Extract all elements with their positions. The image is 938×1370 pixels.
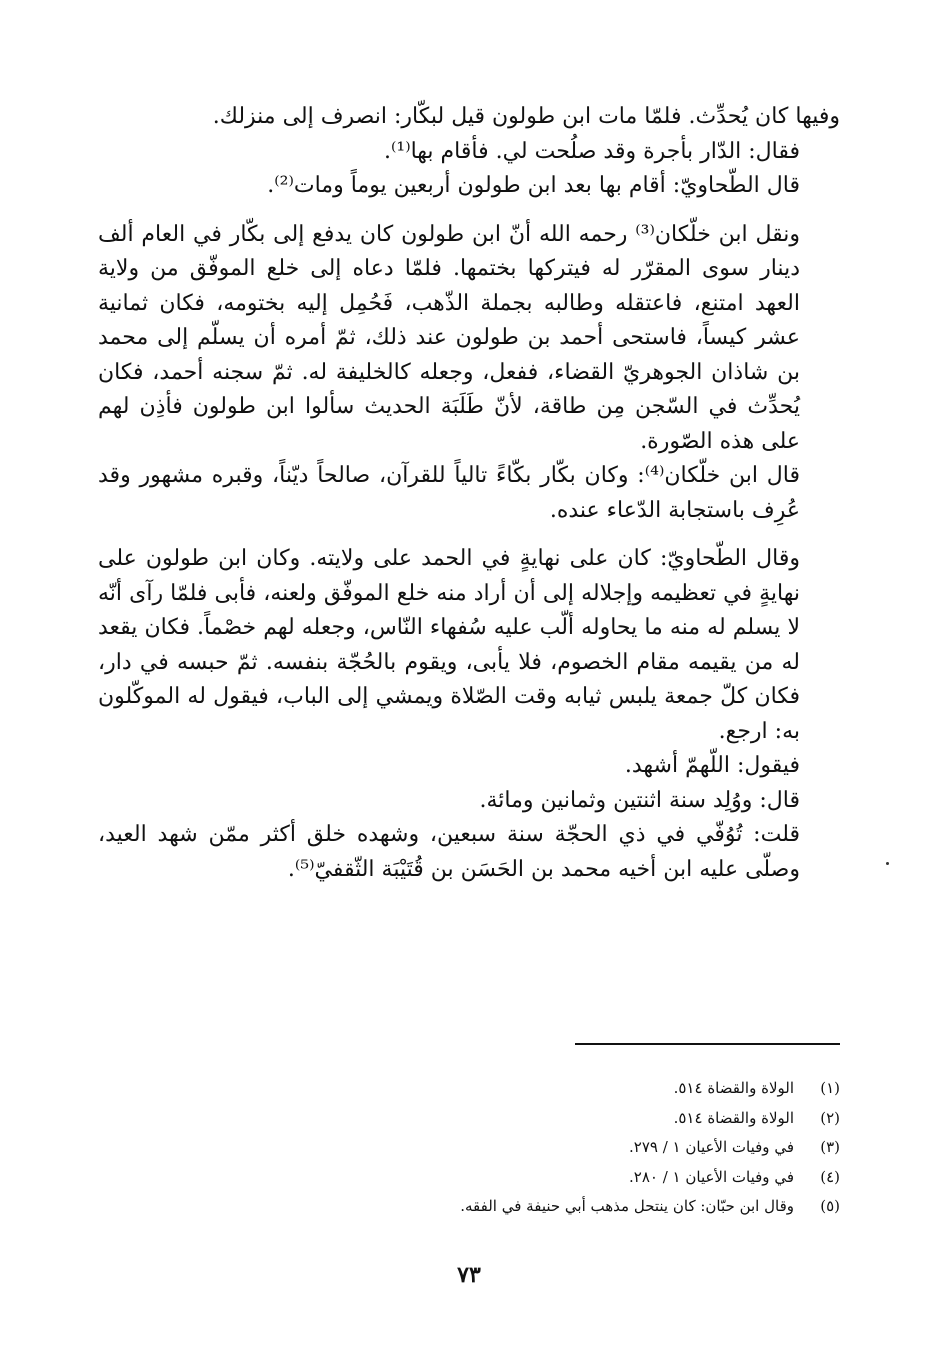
paragraph: قال ابن خلّكان⁽⁴⁾: وكان بكّار بكّاءً تالياً للقرآن، صالحاً ديّناً، وقبره مشهور وقد عُرِف باستجابة الدّعاء عنده. — [98, 463, 800, 523]
paragraph: قال الطّحاويّ: أقام بها بعد ابن طولون أربعين يوماً ومات⁽²⁾. — [267, 173, 800, 198]
footnote-number: (٥) — [820, 1197, 840, 1215]
paragraph: قلت: تُوُفّي في ذي الحجّة سنة سبعين، وشهده خلق أكثر ممّن شهد العيد، وصلّى عليه ابن أخيه محمد بن الحَسَن بن قُتَيْبَة الثّقفيّ⁽⁵⁾. — [98, 822, 800, 882]
paragraph: ونقل ابن خلّكان⁽³⁾ رحمه الله أنّ ابن طولون كان يدفع إلى بكّار في العام ألف دينار سوى المقرّر له فيتركها بختمها. فلمّا دعاه إلى خلع الموفّق من ولاية العهد امتنع، فاعتقله وطالبه بجملة الذّهب، فَحُمِل إليه بختومه، فكان ثمانية عشر كيساً، فاستحى أحمد بن طولون عند ذلك، ثمّ أمره أن يسلّم إلى محمد بن شاذان الجوهريّ القضاء، ففعل، وجعله كالخليفة له. ثمّ سجنه أحمد، فكان يُحدِّث في السّجن مِن طاقة، لأنّ طَلَبَة الحديث سألوا ابن طولون فأذِن لهم على هذه الصّورة. — [98, 221, 800, 454]
paragraph-gap — [98, 528, 840, 542]
paragraph: وقال الطّحاويّ: كان على نهايةٍ في الحمد على ولايته. وكان ابن طولون على نهايةٍ في تعظيمه وإجلاله إلى أن أراد منه خلع الموفّق ولعنه، فأبى فلمّا رآى أنّه لا يسلم له منه ما يحاوله ألّب عليه سُفهاء النّاس، وجعله لهم خصْماً. فكان يقعد له من يقيمه مقام الخصوم، فلا يأبى، ويقوم بالحُجّة بنفسه. ثمّ حبسه في دار، فكان كلّ جمعة يلبس ثيابه وقت الصّلاة ويمشي إلى الباب، فيقول له الموكّلون به: ارجع. — [98, 546, 800, 744]
footnote — [280, 1192, 840, 1222]
page-number: ٧٣ — [457, 1262, 481, 1288]
footnote-text: وقال ابن حبّان: كان ينتحل مذهب أبي حنيفة في الفقه. — [460, 1197, 794, 1215]
footnote-number: (٣) — [820, 1138, 840, 1156]
footnote — [280, 1163, 840, 1193]
footnote — [280, 1104, 840, 1134]
main-text — [98, 100, 840, 887]
paragraph: وفيها كان يُحدِّث. فلمّا مات ابن طولون قيل لبكّار: انصرف إلى منزلك. — [212, 104, 840, 129]
paragraph-gap — [98, 204, 840, 218]
paragraph: قال: ووُلِد سنة اثنتين وثمانين ومائة. — [479, 787, 800, 813]
footnote-number: (٤) — [820, 1167, 840, 1186]
footnote — [280, 1074, 840, 1104]
footnote-text: الولاة والقضاة ٥١٤. — [673, 1079, 794, 1097]
footnote-text: في وفيات الأعيان ١ / ٢٧٩. — [628, 1138, 794, 1156]
footnotes — [280, 1074, 840, 1222]
footnote-divider — [575, 1043, 840, 1045]
footnote-text: في وفيات الأعيان ١ / ٢٨٠. — [628, 1167, 794, 1186]
paragraph: فيقول: اللّهمّ أشهد. — [624, 753, 800, 778]
footnote-number: (٢) — [820, 1108, 840, 1127]
paragraph: فقال: الدّار بأجرة وقد صلُحت لي. فأقام بها⁽¹⁾. — [383, 138, 800, 164]
footnote-number: (١) — [820, 1079, 840, 1097]
scan-speck — [886, 862, 889, 865]
footnote — [280, 1133, 840, 1163]
footnote-text: الولاة والقضاة ٥١٤. — [673, 1108, 794, 1127]
